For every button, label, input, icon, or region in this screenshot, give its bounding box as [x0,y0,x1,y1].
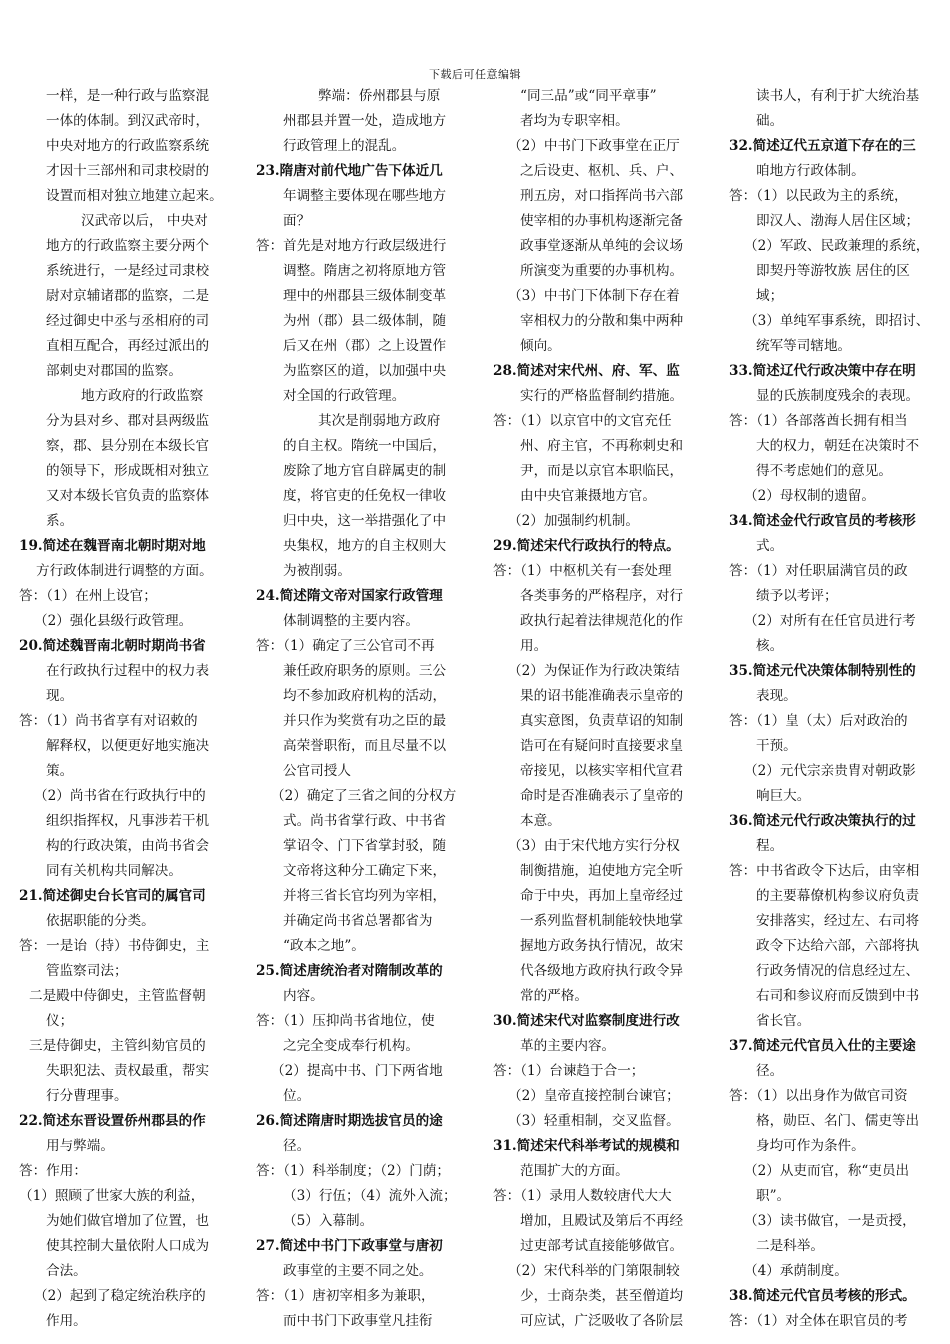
text-column-3 [493,84,705,1334]
question-line: 36.简述元代行政决策执行的过 [729,813,916,829]
text-line: （3）轻重相制，交叉监督。 [508,1113,680,1129]
text-line: （2）强化县级行政管理。 [34,613,193,629]
text-line: 程。 [756,838,784,854]
text-line: 础。 [756,113,784,129]
text-line: 内容。 [283,988,324,1004]
text-line: 使其控制大量依附人口成为 [46,1238,210,1254]
text-line: 职”。 [756,1188,791,1204]
text-line: 绩予以考评； [756,588,838,604]
text-line: 握地方政务执行情况，故宋 [520,938,684,954]
text-line: （2）加强制约机制。 [508,513,639,529]
text-line: 政执行起着法律规范化的作 [520,613,684,629]
text-line: 均不参加政府机构的活动， [283,688,447,704]
text-line: 中央对地方的行政监察系统 [46,138,210,154]
text-line: 面？ [283,213,311,229]
text-line: 合法。 [46,1263,87,1279]
question-line: 35.简述元代决策体制特别性的 [729,663,916,679]
text-line: （2）起到了稳定统治秩序的 [34,1288,206,1304]
text-line: 为她们做官增加了位置，也 [46,1213,210,1229]
text-line: 答：（1）对全体在职官员的考 [729,1313,908,1329]
text-line: 归中央，这一举措强化了中 [283,513,447,529]
text-line: 域； [756,288,784,304]
text-line: （3）读书做官，一是贡授， [744,1213,916,1229]
text-line: 式。 [756,538,784,554]
text-line: （3）中书门下体制下存在着 [508,288,680,304]
text-line: 显的氏族制度残余的表现。 [756,388,920,404]
text-line: 后又在州（郡）之上设置作 [283,338,447,354]
question-line: 19.简述在魏晋南北朝时期对地 [19,538,206,554]
text-line: 诰可在有疑问时直接要求皇 [520,738,684,754]
text-line: 兼任政府职务的原则。三公 [283,663,447,679]
text-line: “政本之地”。 [283,938,365,954]
text-line: 咱地方行政体制。 [756,163,865,179]
text-line: （5）入幕制。 [283,1213,374,1229]
text-column-4 [729,84,941,1334]
text-line: 并确定尚书省总署都省为 [283,913,433,929]
text-line: （3）单纯军事系统，即招讨、 [744,313,930,329]
text-line: 央集权，地方的自主权则大 [283,538,447,554]
question-line: 20.简述魏晋南北朝时期尚书省 [19,638,206,654]
text-line: 表现。 [756,688,797,704]
text-line: 径。 [283,1138,311,1154]
text-line: 解释权，以便更好地实施决 [46,738,210,754]
text-line: 干预。 [756,738,797,754]
question-line: 27.简述中书门下政事堂与唐初 [256,1238,443,1254]
text-line: 答：（1）以民政为主的系统， [729,188,908,204]
text-line: 本意。 [520,813,561,829]
text-line: 又对本级长官负责的监察体 [46,488,210,504]
text-line: （4）承荫制度。 [744,1263,848,1279]
text-line: （2）尚书省在行政执行中的 [34,788,206,804]
text-line: 公官司授人 [283,763,351,779]
text-line: 过吏部考试直接能够做官。 [520,1238,684,1254]
text-line: （2）皇帝直接控制台谏官； [508,1088,680,1104]
question-line: 28.简述对宋代州、府、军、监 [493,363,680,379]
text-line: 系。 [46,513,74,529]
text-line: 行政务情况的信息经过左、 [756,963,920,979]
text-line: 式。尚书省掌行政、中书省 [283,813,447,829]
text-line: 响巨大。 [756,788,811,804]
text-line: 答：作用： [19,1163,87,1179]
text-line: 度，将官吏的任免权一律收 [283,488,447,504]
text-line: 答：（1）以京官中的文官充任 [493,413,672,429]
text-line: 使宰相的办事机构逐渐完备 [520,213,684,229]
question-line: 21.简述御史台长官司的属官司 [19,888,206,904]
text-line: 体制调整的主要内容。 [283,613,419,629]
text-line: 倾向。 [520,338,561,354]
question-line: 29.简述宋代行政执行的特点。 [493,538,680,554]
text-line: 答：（1）在州上设官； [19,588,157,604]
text-line: 弊端：侨州郡县与原 [318,88,441,104]
text-line: 右司和参议府而反馈到中书 [756,988,920,1004]
text-line: 各类事务的严格程序，对行 [520,588,684,604]
text-line: 直相互配合，再经过派出的 [46,338,210,354]
text-line: 省长官。 [756,1013,811,1029]
text-line: 为监察区的道，以加强中央 [283,363,447,379]
text-line: （2）元代宗亲贵胄对朝政影 [744,763,916,779]
text-line: 答：（1）唐初宰相多为兼职， [256,1288,435,1304]
text-line: 答：中书省政令下达后，由宰相 [729,863,920,879]
text-line: 的自主权。隋统一中国后， [283,438,447,454]
text-line: 一体的体制。到汉武帝时， [46,113,210,129]
text-line: 核。 [756,638,784,654]
text-line: 果的诏书能准确表示皇帝的 [520,688,684,704]
text-line: 在行政执行过程中的权力表 [46,663,210,679]
text-line: 答：（1）录用人数较唐代大大 [493,1188,672,1204]
text-line: 可应试，广泛吸收了各阶层 [520,1313,684,1329]
text-line: 行分曹理事。 [46,1088,128,1104]
text-line: （2）提高中书、门下两省地 [271,1063,443,1079]
text-line: 二是科举。 [756,1238,824,1254]
text-line: （2）对所有在任官员进行考 [744,613,916,629]
text-line: 增加，且殿试及第后不再经 [520,1213,684,1229]
text-line: （2）从吏而官，称“吏员出 [744,1163,910,1179]
text-line: 现。 [46,688,74,704]
text-line: 者均为专职宰相。 [520,113,629,129]
text-line: 政事堂逐渐从单纯的会议场 [520,238,684,254]
text-line: 答：（1）中枢机关有一套处理 [493,563,672,579]
text-line: 即汉人、渤海人居住区域； [756,213,920,229]
text-line: （3）由于宋代地方实行分权 [508,838,680,854]
text-line: 为被削弱。 [283,563,351,579]
text-line: 理中的州郡县三级体制变革 [283,288,447,304]
text-line: 答：（1）压抑尚书省地位，使 [256,1013,435,1029]
page-header: 下载后可任意编辑 [429,68,521,81]
text-line: 范围扩大的方面。 [520,1163,629,1179]
question-line: 26.简述隋唐时期选拔官员的途 [256,1113,443,1129]
text-line: 州、府主官，不再称刺史和 [520,438,684,454]
text-line: 实行的严格监督制约措施。 [520,388,684,404]
text-line: 一系列监督机制能较快地掌 [520,913,684,929]
question-line: 37.简述元代官员入仕的主要途 [729,1038,916,1054]
text-line: （2）中书门下政事堂在正厅 [508,138,680,154]
text-line: 地方政府的行政监察 [81,388,204,404]
question-line: 31.简述宋代科举考试的规模和 [493,1138,680,1154]
text-line: 得不考虑她们的意见。 [756,463,892,479]
text-line: “同三品”或“同平章事” [520,88,657,104]
question-line: 25.简述唐统治者对隋制改革的 [256,963,443,979]
text-line: 掌诏令、门下省掌封驳，随 [283,838,447,854]
text-line: 用。 [520,638,548,654]
text-line: 汉武帝以后， 中央对 [81,213,208,229]
text-line: 帝接见，以核实宰相代宣君 [520,763,684,779]
text-line: 格，勋臣、名门、儒吏等出 [756,1113,920,1129]
text-line: 组织指挥权，凡事涉若干机 [46,813,210,829]
text-line: 高荣誉职衔，而且尽量不以 [283,738,447,754]
text-line: 答：（1）对任职届满官员的政 [729,563,908,579]
text-line: 即契丹等游牧族 居住的区 [756,263,910,279]
text-line: 行政管理上的混乱。 [283,138,406,154]
text-line: 答：（1）尚书省享有对诏敕的 [19,713,198,729]
text-line: 命时是否准确表示了皇帝的 [520,788,684,804]
text-line: （2）母权制的遗留。 [744,488,875,504]
text-line: 其次是削弱地方政府 [318,413,441,429]
question-line: 22.简述东晋设置侨州郡县的作 [19,1113,206,1129]
text-line: 废除了地方官自辟属吏的制 [283,463,447,479]
question-line: 32.简述辽代五京道下存在的三 [729,138,916,154]
text-line: 对全国的行政管理。 [283,388,406,404]
text-line: 州郡县并置一处，造成地方 [283,113,447,129]
text-line: 答：（1）各部落酋长拥有相当 [729,413,908,429]
text-line: 的领导下，形成既相对独立 [46,463,210,479]
text-line: 策。 [46,763,74,779]
text-line: 常的严格。 [520,988,588,1004]
text-line: 并将三省长官均列为宰相， [283,888,447,904]
text-line: 刑五房，对口指挥尚书六部 [520,188,684,204]
question-line: 30.简述宋代对监察制度进行改 [493,1013,680,1029]
text-line: 一样，是一种行政与监察混 [46,88,210,104]
text-line: 所演变为重要的办事机构。 [520,263,684,279]
text-line: 位。 [283,1088,311,1104]
text-line: 答：（1）以出身作为做官司资 [729,1088,908,1104]
text-line: 调整。隋唐之初将原地方管 [283,263,447,279]
text-line: 由中央官兼摄地方官。 [520,488,656,504]
text-line: 安排落实，经过左、右司将 [756,913,920,929]
text-line: 部刺史对郡国的监察。 [46,363,182,379]
text-line: 政事堂的主要不同之处。 [283,1263,433,1279]
text-line: 为州（郡）县二级体制，随 [283,313,447,329]
text-line: 地方的行政监察主要分两个 [46,238,210,254]
text-line: 察，郡、县分别在本级长官 [46,438,210,454]
text-line: 同有关机构共同解决。 [46,863,182,879]
text-line: 身均可作为条件。 [756,1138,865,1154]
text-line: 方行政体制进行调整的方面。 [36,563,213,579]
text-line: 大的权力，朝廷在决策时不 [756,438,920,454]
text-line: 少，士商杂类，甚至僧道均 [520,1288,684,1304]
text-line: 文帝将这种分工确定下来， [283,863,447,879]
text-line: 构的行政决策，由尚书省会 [46,838,210,854]
text-line: 而中书门下政事堂凡挂衔 [283,1313,433,1329]
text-line: 失职犯法、责权最重，帮实 [46,1063,210,1079]
text-line: 革的主要内容。 [520,1038,616,1054]
text-line: 答：（1）台谏趋于合一； [493,1063,645,1079]
text-line: 之完全变成奉行机构。 [283,1038,419,1054]
text-line: 二是殿中侍御史，主管监督朝 [29,988,206,1004]
text-line: 制衡措施，迫使地方完全听 [520,863,684,879]
text-line: 仪； [46,1013,74,1029]
text-line: 命于中央，再加上皇帝经过 [520,888,684,904]
text-line: 径。 [756,1063,784,1079]
text-line: （2）宋代科举的门第限制较 [508,1263,680,1279]
text-column-2 [256,84,468,1334]
text-line: 答：（1）确定了三公官司不再 [256,638,435,654]
text-line: 的主要幕僚机构参议府负责 [756,888,920,904]
text-line: 并只作为奖赏有功之臣的最 [283,713,447,729]
text-line: 系统进行，一是经过司隶校 [46,263,210,279]
text-line: （3）行伍；（4）流外入流； [283,1188,457,1204]
text-line: 分为县对乡、郡对县两级监 [46,413,210,429]
text-line: 宰相权力的分散和集中两种 [520,313,684,329]
text-line: 经过御史中丞与丞相府的司 [46,313,210,329]
text-line: 三是侍御史，主管纠劾官员的 [29,1038,206,1054]
text-column-1 [19,84,231,1334]
text-line: 尉对京辅诸郡的监察，二是 [46,288,210,304]
text-line: （2）军政、民政兼理的系统， [744,238,930,254]
text-line: 答：一是诒（持）书侍御史，主 [19,938,210,954]
question-line: 24.简述隋文帝对国家行政管理 [256,588,443,604]
question-line: 34.简述金代行政官员的考核形 [729,513,916,529]
question-line: 38.简述元代官员考核的形式。 [729,1288,916,1304]
text-line: 尹，而是以京官本职临民， [520,463,684,479]
text-line: 依据职能的分类。 [46,913,155,929]
text-line: 代各级地方政府执行政令异 [520,963,684,979]
text-line: 用与弊端。 [46,1138,114,1154]
question-line: 23.隋唐对前代地广告下体近几 [256,163,443,179]
text-line: 作用。 [46,1313,87,1329]
text-line: 答：首先是对地方行政层级进行 [256,238,447,254]
text-line: （1）照顾了世家大族的利益， [19,1188,205,1204]
text-line: 政令下达给六部，六部将执 [756,938,920,954]
text-line: 年调整主要体现在哪些地方 [283,188,447,204]
text-line: 才因十三部州和司隶校尉的 [46,163,210,179]
text-line: 读书人，有利于扩大统治基 [756,88,920,104]
text-line: 答：（1）皇（太）后对政治的 [729,713,908,729]
text-line: 设置而相对独立地建立起来。 [46,188,223,204]
text-line: 之后设吏、枢机、兵、户、 [520,163,684,179]
text-line: 真实意图，负责草诏的知制 [520,713,684,729]
text-line: （2）为保证作为行政决策结 [508,663,680,679]
text-line: 管监察司法； [46,963,128,979]
text-line: 答：（1）科举制度；（2）门荫； [256,1163,451,1179]
question-line: 33.简述辽代行政决策中存在明 [729,363,916,379]
text-line: 统军等司辖地。 [756,338,852,354]
text-line: （2）确定了三省之间的分权方 [271,788,457,804]
